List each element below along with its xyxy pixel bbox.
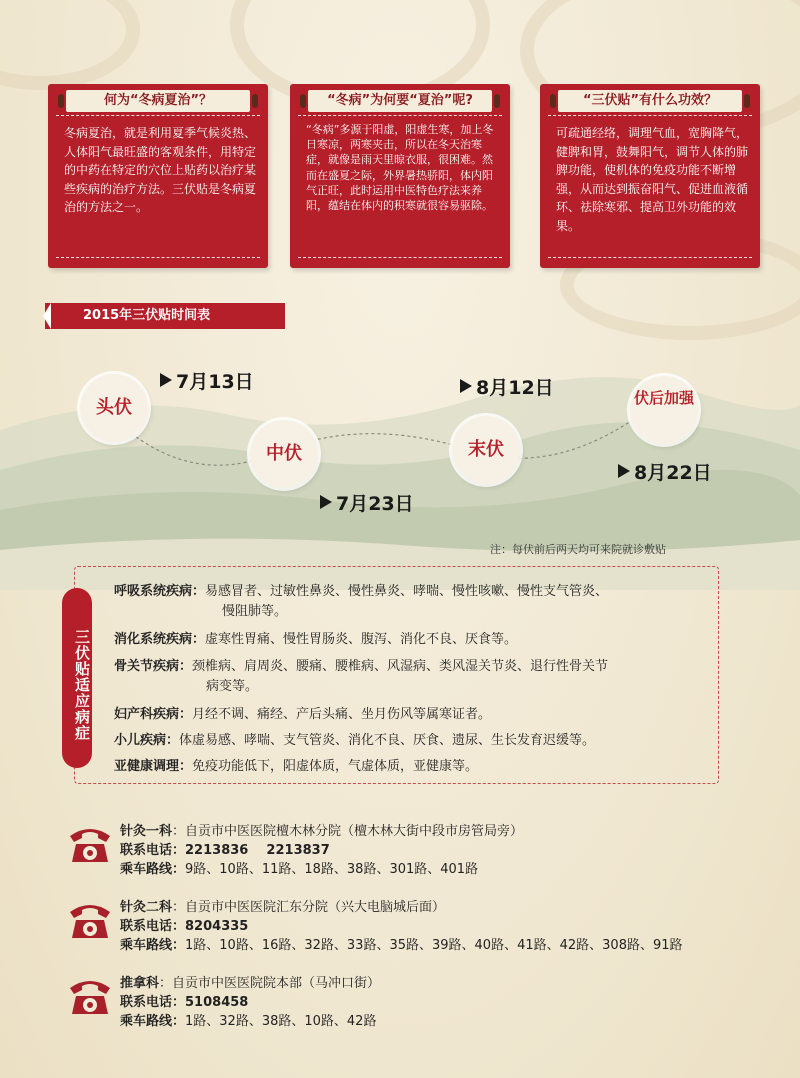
divider xyxy=(56,257,260,258)
indication-row xyxy=(114,657,714,697)
date-text: 8月22日 xyxy=(634,462,712,484)
stage-date-after xyxy=(618,458,712,485)
route-label: 乘车路线： xyxy=(120,1014,186,1029)
card-title: “三伏贴”有什么功效？ xyxy=(558,90,742,112)
card-body: “冬病”多源于阳虚，阳虚生寒，加上冬日寒凉，两寒夹击，所以在冬天治寒症，就像是雨天里晾衣服，很困难。然而在盛夏之际，外界暑热骄阳，体内阳气正旺，此时运用中医特色疗法来养阳，蕴结在体内的积寒就很容易驱除。 xyxy=(306,123,494,213)
dept-name: 推拿科 xyxy=(120,976,160,991)
contact-block xyxy=(68,822,768,882)
contact-phone-line xyxy=(120,917,248,936)
route-text: 1路、32路、38路、10路、42路 xyxy=(185,1014,377,1029)
indication-text: 体虚易感、哮喘、支气管炎、消化不良、厌食、遗尿、生长发育迟缓等。 xyxy=(179,733,596,748)
card-effects xyxy=(540,84,760,268)
card-body: 冬病夏治，就是利用夏季气候炎热、人体阳气最旺盛的客观条件，用特定的中药在特定的穴位上贴药以治疗某些疾病的治疗方法。三伏贴是冬病夏治的方法之一。 xyxy=(64,126,257,214)
phone-number: 5108458 xyxy=(185,995,249,1010)
stage-circle-after: 伏后加强 xyxy=(630,376,698,444)
card-title: 何为“冬病夏治”？ xyxy=(66,90,250,112)
stage-date-last xyxy=(460,373,554,400)
telephone-icon xyxy=(68,900,112,940)
dept-place: ：自贡市中医医院檀木林分院（檀木林大街中段市房管局旁） xyxy=(172,824,524,839)
cloud-decoration xyxy=(0,0,140,90)
phone-number: 8204335 xyxy=(185,919,249,934)
indication-row xyxy=(114,757,714,777)
telephone-icon xyxy=(68,976,112,1016)
route-text: 1路、10路、16路、32路、33路、35路、39路、40路、41路、42路、308路、91路 xyxy=(185,938,683,953)
phone-label: 联系电话： xyxy=(120,843,186,858)
contact-block xyxy=(68,974,768,1034)
phone-number: 2213836 2213837 xyxy=(185,843,330,858)
indication-text: 病变等。 xyxy=(206,679,259,694)
stage-circle-last: 末伏 xyxy=(452,416,520,484)
contact-phone-line xyxy=(120,841,330,860)
contact-dept-line xyxy=(120,822,523,841)
indication-row xyxy=(114,731,714,751)
indications-title: 三伏贴适应病症 xyxy=(62,588,92,768)
card-body: 可疏通经络，调理气血，宽胸降气，健脾和胃，鼓舞阳气，调节人体的肺脾功能，使机体的免疫功能不断增强，从而达到振奋阳气、促进血液循环、祛除寒邪、提高卫外功能的效果。 xyxy=(556,126,749,233)
stage-circle-middle: 中伏 xyxy=(250,420,318,488)
contact-route-line xyxy=(120,860,478,879)
dept-place: ：自贡市中医医院院本部（马冲口街） xyxy=(159,976,381,991)
contact-block xyxy=(68,898,768,958)
contact-phone-line xyxy=(120,993,248,1012)
indication-row xyxy=(114,705,714,725)
contact-route-line xyxy=(120,1012,376,1031)
contact-route-line xyxy=(120,936,683,955)
schedule-note: 注：每伏前后两天均可来院就诊敷贴 xyxy=(490,543,666,556)
phone-label: 联系电话： xyxy=(120,919,186,934)
indication-text: 免疫功能低下，阳虚体质，气虚体质，亚健康等。 xyxy=(192,759,479,774)
indication-label: 妇产科疾病： xyxy=(114,707,193,722)
phone-label: 联系电话： xyxy=(120,995,186,1010)
divider xyxy=(298,115,502,116)
card-title: “冬病”为何要“夏治”呢? xyxy=(308,90,492,112)
divider xyxy=(56,115,260,116)
divider xyxy=(548,115,752,116)
arrow-icon xyxy=(460,379,472,393)
indication-label: 呼吸系统疾病： xyxy=(114,584,206,599)
date-text: 8月12日 xyxy=(476,377,554,399)
arrow-icon xyxy=(320,495,332,509)
date-text: 7月13日 xyxy=(176,371,254,393)
route-text: 9路、10路、11路、18路、38路、301路、401路 xyxy=(185,862,479,877)
indication-text: 虚寒性胃痛、慢性胃肠炎、腹泻、消化不良、厌食等。 xyxy=(205,632,518,647)
indication-label: 消化系统疾病： xyxy=(114,632,206,647)
stage-circle-head: 头伏 xyxy=(80,374,148,442)
indication-label: 骨关节疾病： xyxy=(114,659,193,674)
indication-label: 小儿疾病： xyxy=(114,733,180,748)
indication-label: 亚健康调理： xyxy=(114,759,193,774)
telephone-icon xyxy=(68,824,112,864)
indication-row xyxy=(114,582,714,622)
route-label: 乘车路线： xyxy=(120,938,186,953)
divider xyxy=(548,257,752,258)
card-why-summer xyxy=(290,84,510,268)
date-text: 7月23日 xyxy=(336,493,414,515)
contact-dept-line xyxy=(120,974,380,993)
arrow-icon xyxy=(618,464,630,478)
contact-dept-line xyxy=(120,898,445,917)
indication-text: 月经不调、痛经、产后头痛、坐月伤风等属寒证者。 xyxy=(192,707,492,722)
indication-row xyxy=(114,630,714,650)
arrow-icon xyxy=(160,373,172,387)
card-winter-summer xyxy=(48,84,268,268)
stage-date-middle xyxy=(320,489,414,516)
indication-text: 易感冒者、过敏性鼻炎、慢性鼻炎、哮喘、慢性咳嗽、慢性支气管炎、 xyxy=(205,584,609,599)
stage-date-head xyxy=(160,367,254,394)
divider xyxy=(298,257,502,258)
dept-name: 针灸一科 xyxy=(120,824,173,839)
indication-text: 颈椎病、肩周炎、腰痛、腰椎病、风湿病、类风湿关节炎、退行性骨关节 xyxy=(192,659,609,674)
dept-name: 针灸二科 xyxy=(120,900,173,915)
route-label: 乘车路线： xyxy=(120,862,186,877)
schedule-title: 2015年三伏贴时间表 xyxy=(45,303,285,329)
dept-place: ：自贡市中医医院汇东分院（兴大电脑城后面） xyxy=(172,900,446,915)
indication-text: 慢阻肺等。 xyxy=(222,604,288,619)
